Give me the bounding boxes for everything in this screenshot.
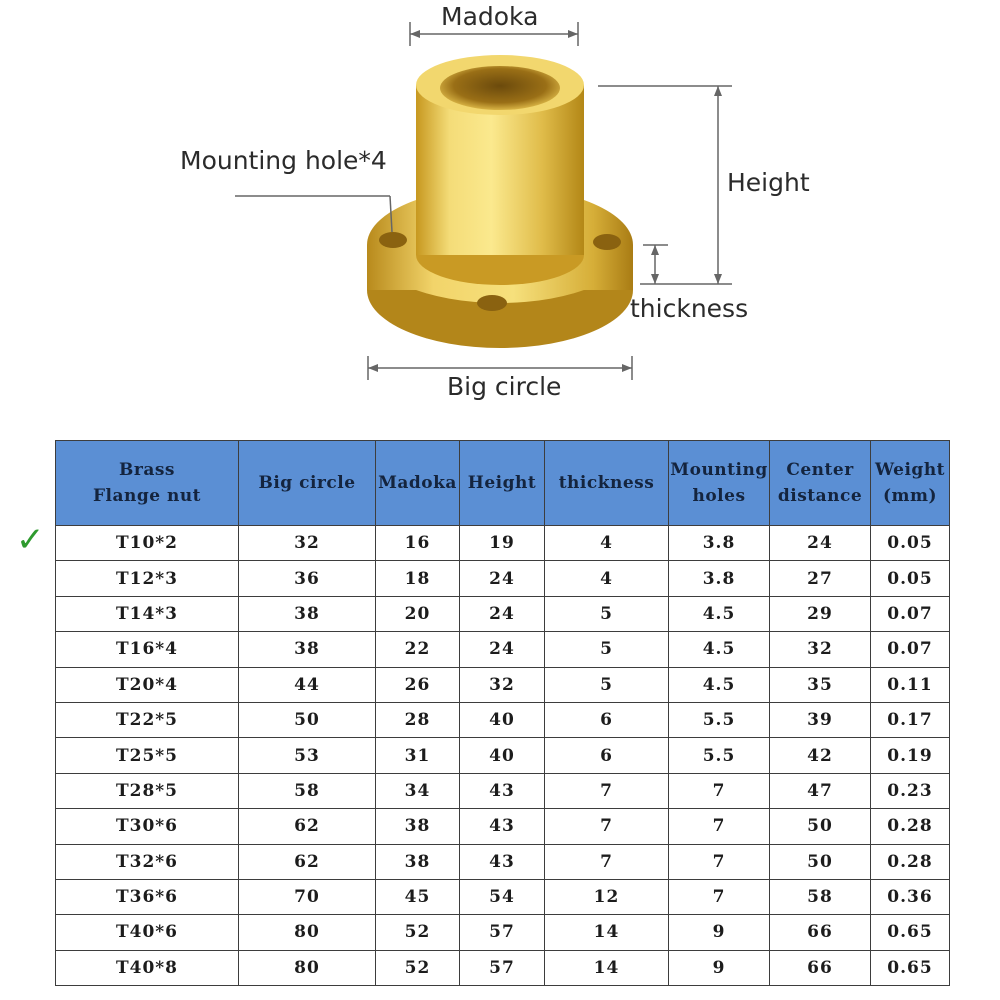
column-header — [871, 441, 950, 526]
table-cell: 12 — [545, 879, 669, 914]
table-cell: 14 — [545, 915, 669, 950]
table-cell: 0.19 — [871, 738, 950, 773]
table-cell: 4 — [545, 561, 669, 596]
table-cell: 58 — [239, 773, 376, 808]
table-cell: 24 — [460, 632, 545, 667]
table-cell: 7 — [669, 844, 770, 879]
table-cell: T28*5 — [56, 773, 239, 808]
table-cell: T32*6 — [56, 844, 239, 879]
table-cell: 0.65 — [871, 950, 950, 985]
table-cell: 57 — [460, 950, 545, 985]
table-cell: 53 — [239, 738, 376, 773]
table-row — [56, 632, 950, 667]
table-cell: 7 — [545, 773, 669, 808]
table-cell: 0.28 — [871, 809, 950, 844]
table-cell: 3.8 — [669, 561, 770, 596]
table-row — [56, 526, 950, 561]
table-row — [56, 702, 950, 737]
table-cell: 26 — [376, 667, 460, 702]
column-header — [56, 441, 239, 526]
column-header — [545, 441, 669, 526]
table-cell: 5 — [545, 632, 669, 667]
table-cell: 43 — [460, 773, 545, 808]
table-cell: 19 — [460, 526, 545, 561]
table-cell: 66 — [770, 950, 871, 985]
table-cell: 4.5 — [669, 632, 770, 667]
table-cell: T16*4 — [56, 632, 239, 667]
table-cell: 80 — [239, 915, 376, 950]
table-cell: 38 — [376, 844, 460, 879]
table-cell: 24 — [770, 526, 871, 561]
table-cell: 47 — [770, 773, 871, 808]
table-row — [56, 809, 950, 844]
table-cell: T36*6 — [56, 879, 239, 914]
table-cell: T20*4 — [56, 667, 239, 702]
table-cell: 9 — [669, 950, 770, 985]
label-big-circle: Big circle — [447, 372, 562, 401]
table-cell: T14*3 — [56, 596, 239, 631]
table-cell: 0.07 — [871, 596, 950, 631]
table-cell: T40*6 — [56, 915, 239, 950]
label-height: Height — [727, 168, 810, 197]
table-cell: 54 — [460, 879, 545, 914]
table-cell: 6 — [545, 702, 669, 737]
table-cell: T10*2 — [56, 526, 239, 561]
table-body — [56, 526, 950, 986]
table-cell: 6 — [545, 738, 669, 773]
table-cell: 32 — [460, 667, 545, 702]
brass-flange-nut-illustration — [0, 0, 1000, 430]
table-row — [56, 950, 950, 985]
column-header — [239, 441, 376, 526]
table-cell: 0.65 — [871, 915, 950, 950]
table-cell: 50 — [239, 702, 376, 737]
table-cell: 7 — [669, 809, 770, 844]
table-cell: 42 — [770, 738, 871, 773]
table-cell: 40 — [460, 702, 545, 737]
table-row — [56, 596, 950, 631]
table-cell: 45 — [376, 879, 460, 914]
product-diagram — [0, 0, 1000, 430]
table-cell: 38 — [376, 809, 460, 844]
column-header-text: Brass — [119, 460, 175, 480]
table-cell: 7 — [545, 844, 669, 879]
table-cell: 4.5 — [669, 596, 770, 631]
table-cell: 27 — [770, 561, 871, 596]
table-cell: 52 — [376, 950, 460, 985]
table-cell: 0.17 — [871, 702, 950, 737]
table-cell: 66 — [770, 915, 871, 950]
table-cell: 43 — [460, 844, 545, 879]
column-header-text: Center — [786, 460, 854, 480]
table-cell: 16 — [376, 526, 460, 561]
check-icon: ✓ — [16, 520, 45, 560]
table-row — [56, 738, 950, 773]
table-cell: 9 — [669, 915, 770, 950]
table-cell: 50 — [770, 809, 871, 844]
table-cell: 35 — [770, 667, 871, 702]
table-cell: 34 — [376, 773, 460, 808]
label-madoka: Madoka — [441, 2, 539, 31]
column-header-text: (mm) — [882, 486, 938, 506]
column-header-text: Madoka — [378, 473, 457, 493]
table-cell: 38 — [239, 596, 376, 631]
column-header — [460, 441, 545, 526]
table-cell: 62 — [239, 809, 376, 844]
table-cell: 52 — [376, 915, 460, 950]
table-cell: 80 — [239, 950, 376, 985]
column-header-text: Big circle — [258, 473, 356, 493]
table-cell: 44 — [239, 667, 376, 702]
table-cell: T22*5 — [56, 702, 239, 737]
table-cell: 28 — [376, 702, 460, 737]
table-cell: T30*6 — [56, 809, 239, 844]
table-cell: 4.5 — [669, 667, 770, 702]
table-cell: 43 — [460, 809, 545, 844]
table-cell: T40*8 — [56, 950, 239, 985]
table-cell: 40 — [460, 738, 545, 773]
table-cell: 0.05 — [871, 561, 950, 596]
table-row — [56, 667, 950, 702]
table-cell: 18 — [376, 561, 460, 596]
specification-table — [55, 440, 950, 986]
table-cell: 0.28 — [871, 844, 950, 879]
table-cell: 22 — [376, 632, 460, 667]
column-header — [669, 441, 770, 526]
table-cell: 0.07 — [871, 632, 950, 667]
table-cell: 0.23 — [871, 773, 950, 808]
table-row — [56, 773, 950, 808]
table-header-row — [56, 441, 950, 526]
table-cell: 70 — [239, 879, 376, 914]
table-cell: T12*3 — [56, 561, 239, 596]
label-thickness: thickness — [630, 294, 749, 323]
column-header-text: Mounting — [670, 460, 768, 480]
table-cell: 7 — [669, 879, 770, 914]
table-cell: 24 — [460, 596, 545, 631]
table-cell: 32 — [770, 632, 871, 667]
table-cell: 39 — [770, 702, 871, 737]
table-cell: 5.5 — [669, 702, 770, 737]
column-header — [770, 441, 871, 526]
table-cell: 5.5 — [669, 738, 770, 773]
column-header-text: distance — [777, 486, 863, 506]
table-row — [56, 879, 950, 914]
table-cell: 57 — [460, 915, 545, 950]
table-cell: 0.11 — [871, 667, 950, 702]
table-cell: 24 — [460, 561, 545, 596]
table-row — [56, 844, 950, 879]
table-cell: 62 — [239, 844, 376, 879]
table-cell: 5 — [545, 596, 669, 631]
table-cell: 7 — [669, 773, 770, 808]
table-cell: 0.05 — [871, 526, 950, 561]
label-mounting-hole: Mounting hole*4 — [180, 146, 387, 175]
table-cell: 3.8 — [669, 526, 770, 561]
table-cell: 0.36 — [871, 879, 950, 914]
table-cell: T25*5 — [56, 738, 239, 773]
body-cylinder — [416, 55, 584, 285]
table-cell: 20 — [376, 596, 460, 631]
table-cell: 4 — [545, 526, 669, 561]
table-row — [56, 915, 950, 950]
column-header-text: Height — [467, 473, 537, 493]
table-cell: 31 — [376, 738, 460, 773]
table-cell: 50 — [770, 844, 871, 879]
table-cell: 58 — [770, 879, 871, 914]
table-cell: 5 — [545, 667, 669, 702]
column-header-text: holes — [692, 486, 746, 506]
table-cell: 38 — [239, 632, 376, 667]
table-cell: 29 — [770, 596, 871, 631]
table-cell: 7 — [545, 809, 669, 844]
column-header-text: Flange nut — [92, 486, 202, 506]
table-cell: 14 — [545, 950, 669, 985]
column-header — [376, 441, 460, 526]
column-header-text: Weight — [874, 460, 946, 480]
table-cell: 36 — [239, 561, 376, 596]
table-cell: 32 — [239, 526, 376, 561]
column-header-text: thickness — [558, 473, 655, 493]
table-row — [56, 561, 950, 596]
